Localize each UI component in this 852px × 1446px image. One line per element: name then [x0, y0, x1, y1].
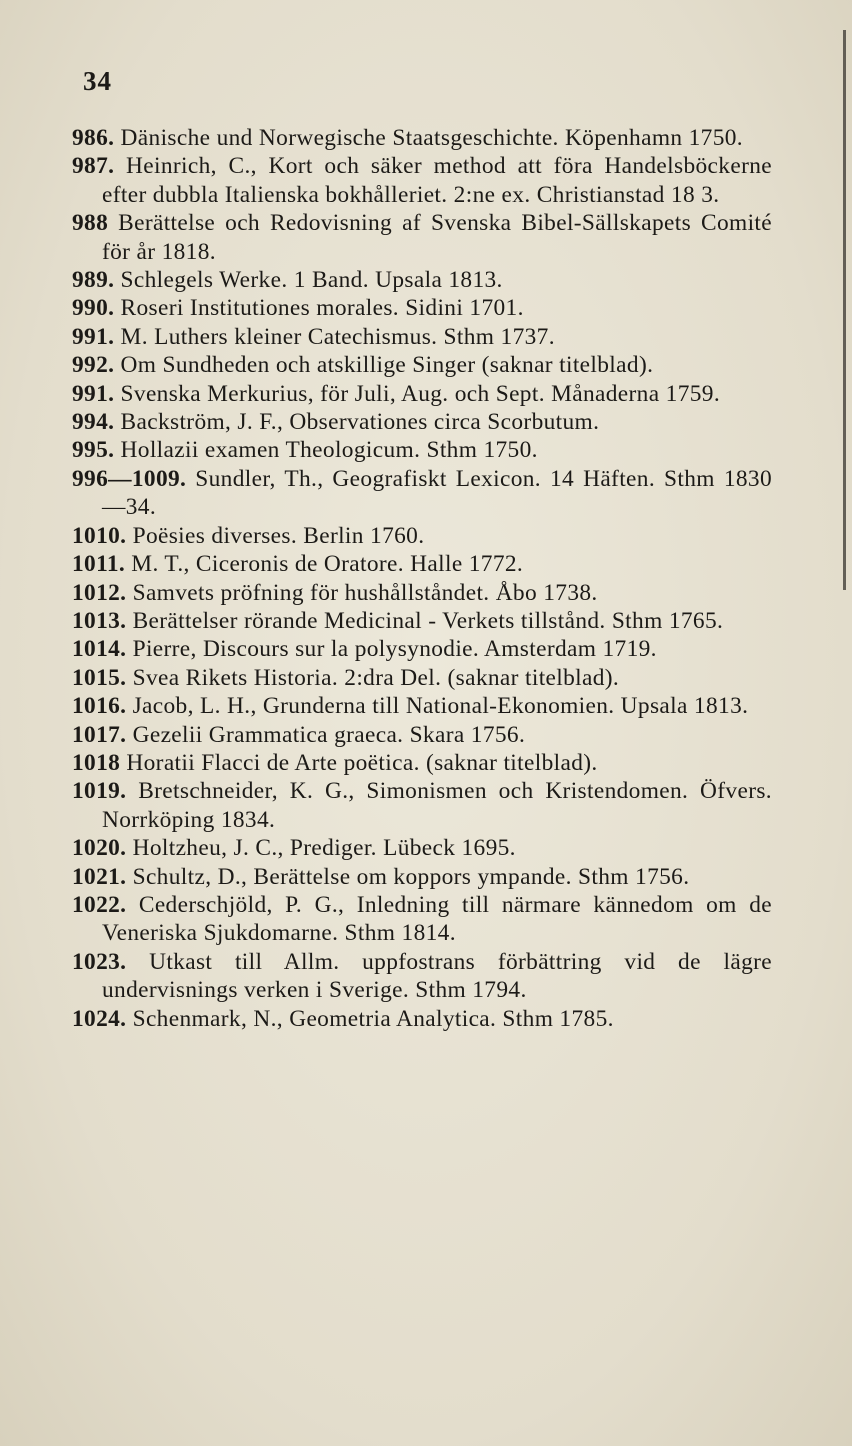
entry-number: 1021.: [72, 863, 127, 890]
entry-text: Cederschjöld, P. G., Inledning till närmare kännedom om de Veneriska Sjukdomarne. Sthm 1814.: [102, 891, 772, 947]
entry-number: 1018: [72, 749, 121, 776]
entry-text: Schlegels Werke. 1 Band. Upsala 1813.: [120, 267, 503, 294]
catalogue-entry: [72, 664, 772, 692]
catalogue-entry: [72, 692, 772, 720]
entry-number: 994.: [72, 409, 115, 436]
catalogue-entry: [72, 465, 772, 522]
entry-number: 1019.: [72, 778, 127, 805]
entry-text: Schultz, D., Berättelse om koppors ympande. Sthm 1756.: [132, 863, 690, 890]
entry-number: 1023.: [72, 948, 127, 975]
entry-text: Hollazii examen Theologicum. Sthm 1750.: [120, 437, 538, 464]
entry-number: 1016.: [72, 693, 127, 720]
entry-text: M. T., Ciceronis de Oratore. Halle 1772.: [131, 551, 524, 578]
entry-text: Samvets pröfning för hushållståndet. Åbo 1738.: [132, 579, 598, 606]
catalogue-entry: [72, 436, 772, 464]
entry-text: Bretschneider, K. G., Simonismen och Kristendomen. Öfvers. Norrköping 1834.: [102, 778, 772, 833]
entry-text: Horatii Flacci de Arte poëtica. (saknar titelblad).: [126, 749, 598, 776]
entry-text: Svenska Merkurius, för Juli, Aug. och Sept. Månaderna 1759.: [120, 380, 721, 407]
catalogue-entry: [72, 777, 772, 834]
catalogue-entry: [72, 1005, 772, 1033]
catalogue-entry: [72, 948, 772, 1005]
entry-number: 1013.: [72, 607, 127, 634]
catalogue-entry: [72, 834, 772, 862]
entry-text: Backström, J. F., Observationes circa Scorbutum.: [120, 409, 600, 436]
entry-text: Sundler, Th., Geografiskt Lexicon. 14 Häften. Sthm 1830—34.: [102, 465, 773, 521]
catalogue-entry: [72, 152, 772, 209]
entry-text: M. Luthers kleiner Catechismus. Sthm 1737.: [120, 323, 555, 350]
entry-number: 1014.: [72, 636, 127, 663]
entry-number: 1017.: [72, 721, 127, 748]
catalogue-entry: [72, 323, 772, 351]
entry-text: Poësies diverses. Berlin 1760.: [132, 522, 425, 549]
entry-number: 1015.: [72, 664, 127, 691]
catalogue-entry: [72, 749, 772, 777]
entry-text: Holtzheu, J. C., Prediger. Lübeck 1695.: [132, 835, 516, 862]
catalogue-entry: [72, 635, 772, 663]
catalogue-entry: [72, 266, 772, 294]
catalogue-entry: [72, 579, 772, 607]
entry-text: Schenmark, N., Geometria Analytica. Sthm 1785.: [132, 1005, 614, 1032]
catalogue-entry: [72, 863, 772, 891]
entry-number: 992.: [72, 352, 115, 379]
entry-text: Utkast till Allm. uppfostrans förbättring vid de lägre undervisnings verken i Sverige. Sthm 1794.: [102, 948, 772, 1004]
catalogue-entry: [72, 721, 772, 749]
entry-text: Svea Rikets Historia. 2:dra Del. (saknar titelblad).: [132, 664, 620, 691]
catalogue-entries: [72, 124, 772, 1033]
entry-number: 989.: [72, 267, 115, 294]
catalogue-entry: [72, 522, 772, 550]
entry-number: 986.: [72, 125, 115, 151]
catalogue-entry: [72, 550, 772, 578]
entry-text: Pierre, Discours sur la polysynodie. Amsterdam 1719.: [132, 636, 657, 663]
entry-text: Om Sundheden och atskillige Singer (saknar titelblad).: [120, 352, 654, 379]
page-edge-shadow: [843, 30, 846, 590]
catalogue-entry: [72, 294, 772, 322]
catalogue-entry: [72, 209, 772, 266]
entry-text: Berättelse och Redovisning af Svenska Bibel-Sällskapets Comité för år 1818.: [102, 210, 772, 265]
catalogue-entry: [72, 607, 772, 635]
entry-number: 1010.: [72, 522, 127, 549]
catalogue-entry: [72, 891, 772, 948]
entry-text: Heinrich, C., Kort och säker method att föra Handelsböckerne efter dubbla Italienska bokhålleriet. 2:ne ex. Christianstad 18 3.: [102, 153, 772, 208]
catalogue-entry: [72, 380, 772, 408]
entry-number: 991.: [72, 323, 115, 350]
entry-text: Gezelii Grammatica graeca. Skara 1756.: [132, 721, 526, 748]
entry-text: Roseri Institutiones morales. Sidini 1701.: [120, 295, 524, 322]
catalogue-entry: [72, 351, 772, 379]
page-number: 34: [83, 66, 112, 96]
catalogue-entry: [72, 124, 772, 152]
entry-number: 1011.: [72, 551, 126, 578]
entry-number: 1024.: [72, 1005, 127, 1032]
entry-number: 1022.: [72, 891, 127, 918]
entry-number: 987.: [72, 153, 115, 180]
entry-text: Dänische und Norwegische Staatsgeschichte. Köpenhamn 1750.: [120, 125, 743, 151]
entry-number: 1012.: [72, 579, 127, 606]
entry-number: 995.: [72, 437, 115, 464]
entry-text: Berättelser rörande Medicinal - Verkets tillstånd. Sthm 1765.: [132, 607, 724, 634]
entry-number: 996—1009.: [72, 465, 187, 492]
entry-number: 990.: [72, 295, 115, 322]
entry-number: 1020.: [72, 835, 127, 862]
catalogue-entry: [72, 408, 772, 436]
entry-text: Jacob, L. H., Grunderna till National-Ekonomien. Upsala 1813.: [132, 693, 749, 720]
entry-number: 991.: [72, 380, 115, 407]
entry-number: 988: [72, 210, 109, 237]
